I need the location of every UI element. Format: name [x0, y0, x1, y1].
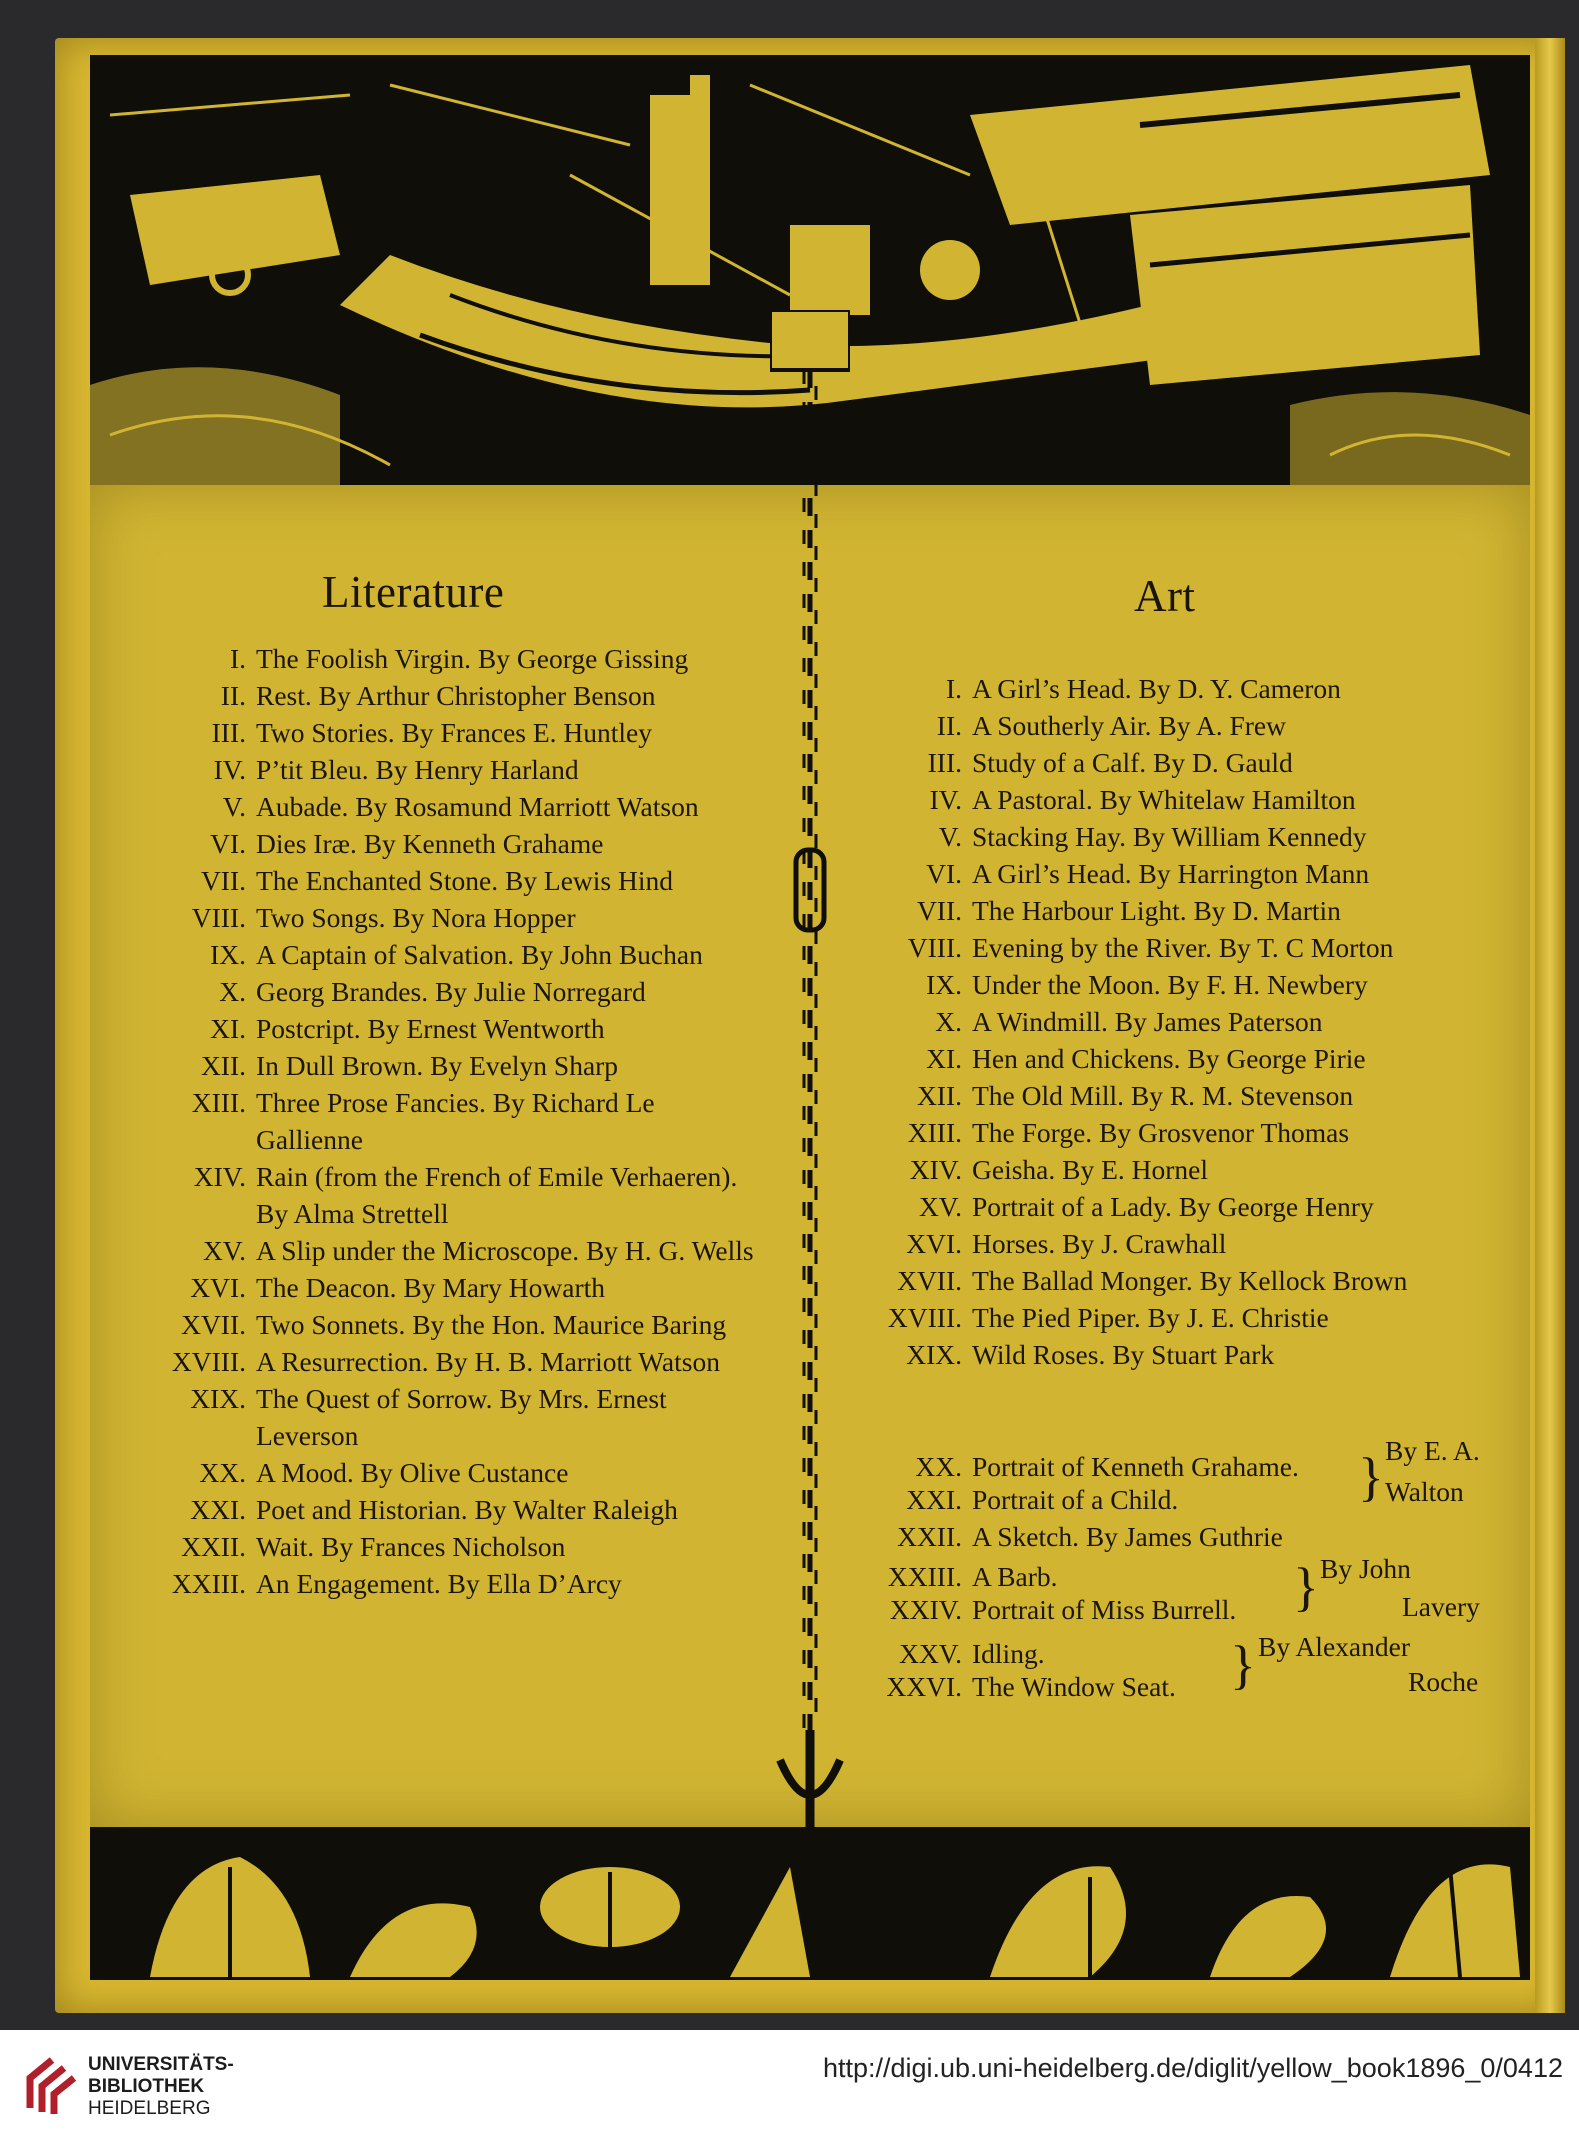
item-title: Dies Iræ. By Kenneth Grahame: [256, 828, 604, 859]
list-item: [845, 1003, 1495, 1040]
list-item: [845, 1560, 1305, 1593]
item-number: XVII.: [897, 1265, 962, 1296]
list-item: [100, 714, 765, 751]
item-title: A Pastoral. By Whitelaw Hamilton: [972, 784, 1356, 815]
list-item: [845, 781, 1495, 818]
item-title: Portrait of a Lady. By George Henry: [972, 1191, 1374, 1222]
list-item: [100, 751, 765, 788]
item-title: A Southerly Air. By A. Frew: [972, 710, 1286, 741]
item-title: A Resurrection. By H. B. Marriott Watson: [256, 1346, 720, 1377]
art-group-2-author-1: By John: [1320, 1553, 1411, 1584]
source-url-link[interactable]: http://digi.ub.uni-heidelberg.de/diglit/yellow_book1896_0/0412: [822, 2053, 1563, 2083]
anchor-chain: [770, 310, 850, 1870]
item-number: V.: [938, 821, 962, 852]
footer-bar: [0, 2030, 1579, 2143]
art-list: [845, 670, 1495, 1373]
item-title: Poet and Historian. By Walter Raleigh: [256, 1494, 678, 1525]
item-number: XIX.: [906, 1339, 962, 1370]
item-title: The Harbour Light. By D. Martin: [972, 895, 1341, 926]
item-title: Postcript. By Ernest Wentworth: [256, 1013, 605, 1044]
item-title: Under the Moon. By F. H. Newbery: [972, 969, 1368, 1000]
item-title: A Sketch. By James Guthrie: [972, 1521, 1283, 1552]
logo-line-3: HEIDELBERG: [88, 2098, 211, 2119]
item-number: XII.: [916, 1080, 962, 1111]
item-number: VI.: [926, 858, 962, 889]
list-item: [100, 1454, 765, 1491]
item-title: A Slip under the Microscope. By H. G. Wells: [256, 1235, 754, 1266]
list-item: [845, 707, 1495, 744]
item-title: Study of a Calf. By D. Gauld: [972, 747, 1293, 778]
list-item: [100, 1565, 765, 1602]
list-item: [100, 788, 765, 825]
item-number: IV.: [213, 754, 246, 785]
item-number: XII.: [200, 1050, 246, 1081]
item-title: Wild Roses. By Stuart Park: [972, 1339, 1275, 1370]
list-item: [100, 1269, 765, 1306]
item-number: XXVI.: [886, 1671, 962, 1702]
item-title: In Dull Brown. By Evelyn Sharp: [256, 1050, 619, 1081]
item-number: XVI.: [906, 1228, 962, 1259]
item-title: Two Songs. By Nora Hopper: [256, 902, 576, 933]
item-number: XXIII.: [887, 1561, 962, 1592]
item-title: The Enchanted Stone. By Lewis Hind: [256, 865, 673, 896]
list-item: [845, 744, 1495, 781]
item-title: A Barb.: [972, 1561, 1058, 1592]
item-number: I.: [945, 673, 962, 704]
art-group-1: [845, 1450, 1365, 1516]
item-title: A Girl’s Head. By D. Y. Cameron: [972, 673, 1341, 704]
library-logo-icon: [22, 2048, 80, 2118]
list-item: [100, 1084, 765, 1158]
item-title: Aubade. By Rosamund Marriott Watson: [256, 791, 699, 822]
list-item: [845, 818, 1495, 855]
item-number: IX.: [926, 969, 962, 1000]
art-group-3-author-1: By Alexander: [1258, 1631, 1410, 1662]
item-number: IX.: [210, 939, 246, 970]
brace-icon: }: [1358, 1447, 1384, 1507]
logo-line-1: UNIVERSITÄTS-: [88, 2054, 234, 2075]
flower-border-illustration: [90, 1827, 1530, 1980]
list-item: [100, 1491, 765, 1528]
item-title: Rain (from the French of Emile Verhaeren). By Alma Strettell: [256, 1161, 738, 1229]
item-title: A Mood. By Olive Custance: [256, 1457, 569, 1488]
item-number: I.: [229, 643, 246, 674]
item-number: XVII.: [181, 1309, 246, 1340]
item-title: The Ballad Monger. By Kellock Brown: [972, 1265, 1408, 1296]
item-number: XV.: [918, 1191, 962, 1222]
item-number: VIII.: [191, 902, 246, 933]
art-group-1-author-1: By E. A.: [1385, 1435, 1480, 1466]
item-number: III.: [927, 747, 962, 778]
item-number: XVIII.: [887, 1302, 962, 1333]
item-number: XI.: [210, 1013, 246, 1044]
item-title: An Engagement. By Ella D’Arcy: [256, 1568, 622, 1599]
item-title: Two Stories. By Frances E. Huntley: [256, 717, 653, 748]
item-number: XIII.: [907, 1117, 962, 1148]
item-number: XIV.: [909, 1154, 962, 1185]
item-title: The Forge. By Grosvenor Thomas: [972, 1117, 1350, 1148]
item-number: III.: [211, 717, 246, 748]
item-title: Three Prose Fancies. By Richard Le Gallienne: [256, 1087, 655, 1155]
list-item: [845, 855, 1495, 892]
list-item: [100, 973, 765, 1010]
art-single-entry: [845, 1520, 1495, 1553]
item-number: XXIII.: [171, 1568, 246, 1599]
list-item: [100, 936, 765, 973]
art-group-1-author-2: Walton: [1385, 1476, 1464, 1507]
list-item: [845, 929, 1495, 966]
list-item: [845, 1593, 1305, 1626]
list-item: [845, 1637, 1245, 1670]
list-item: [845, 1299, 1495, 1336]
item-title: P’tit Bleu. By Henry Harland: [256, 754, 579, 785]
item-number: II.: [936, 710, 962, 741]
list-item: [845, 1077, 1495, 1114]
list-item: [100, 677, 765, 714]
item-number: XXI.: [190, 1494, 246, 1525]
item-number: VII.: [916, 895, 962, 926]
list-item: [845, 1336, 1495, 1373]
item-number: XIV.: [193, 1161, 246, 1192]
list-item: [845, 670, 1495, 707]
list-item: [100, 1528, 765, 1565]
item-number: XXII.: [181, 1531, 246, 1562]
item-title: The Pied Piper. By J. E. Christie: [972, 1302, 1329, 1333]
list-item: [845, 1262, 1495, 1299]
list-item: [845, 966, 1495, 1003]
item-title: Rest. By Arthur Christopher Benson: [256, 680, 656, 711]
item-title: The Window Seat.: [972, 1671, 1176, 1702]
item-number: XIX.: [190, 1383, 246, 1414]
book-spine: [1535, 38, 1565, 2013]
item-number: XX.: [199, 1457, 246, 1488]
item-number: X.: [219, 976, 246, 1007]
list-item: [845, 1114, 1495, 1151]
art-heading: Art: [1134, 571, 1196, 621]
literature-heading: Literature: [322, 567, 505, 617]
item-title: A Captain of Salvation. By John Buchan: [256, 939, 703, 970]
list-item: [845, 1225, 1495, 1262]
item-number: XVI.: [190, 1272, 246, 1303]
item-title: Evening by the River. By T. C Morton: [972, 932, 1394, 963]
item-title: A Girl’s Head. By Harrington Mann: [972, 858, 1370, 889]
library-logo-text: [88, 2054, 234, 2120]
list-item: [100, 1380, 765, 1454]
art-group-2: [845, 1560, 1305, 1626]
art-group-3: [845, 1637, 1245, 1703]
list-item: [845, 1520, 1495, 1553]
item-title: Hen and Chickens. By George Pirie: [972, 1043, 1366, 1074]
item-number: V.: [222, 791, 246, 822]
item-title: Horses. By J. Crawhall: [972, 1228, 1227, 1259]
brace-icon: }: [1230, 1635, 1256, 1695]
item-title: The Quest of Sorrow. By Mrs. Ernest Leverson: [256, 1383, 667, 1451]
list-item: [845, 1450, 1365, 1483]
item-title: Idling.: [972, 1638, 1045, 1669]
item-number: VIII.: [907, 932, 962, 963]
item-title: Stacking Hay. By William Kennedy: [972, 821, 1367, 852]
item-number: XX.: [915, 1451, 962, 1482]
list-item: [845, 1670, 1245, 1703]
list-item: [845, 1483, 1365, 1516]
item-number: XXI.: [906, 1484, 962, 1515]
item-number: VI.: [210, 828, 246, 859]
list-item: [100, 1306, 765, 1343]
list-item: [100, 899, 765, 936]
item-number: X.: [935, 1006, 962, 1037]
list-item: [100, 862, 765, 899]
item-number: XV.: [202, 1235, 246, 1266]
item-title: Geisha. By E. Hornel: [972, 1154, 1208, 1185]
art-group-3-author-2: Roche: [1408, 1666, 1479, 1697]
item-title: Wait. By Frances Nicholson: [256, 1531, 566, 1562]
item-title: Portrait of Kenneth Grahame.: [972, 1451, 1299, 1482]
list-item: [845, 892, 1495, 929]
list-item: [100, 1047, 765, 1084]
item-title: Georg Brandes. By Julie Norregard: [256, 976, 646, 1007]
item-number: VII.: [200, 865, 246, 896]
item-title: The Deacon. By Mary Howarth: [256, 1272, 605, 1303]
art-group-2-author-2: Lavery: [1402, 1591, 1480, 1622]
item-number: XVIII.: [171, 1346, 246, 1377]
list-item: [100, 1343, 765, 1380]
item-title: A Windmill. By James Paterson: [972, 1006, 1323, 1037]
literature-list: [100, 640, 765, 1602]
list-item: [100, 1158, 765, 1232]
item-number: XXII.: [897, 1521, 962, 1552]
item-title: The Foolish Virgin. By George Gissing: [256, 643, 689, 674]
item-number: XXIV.: [889, 1594, 962, 1625]
list-item: [845, 1040, 1495, 1077]
list-item: [100, 1232, 765, 1269]
item-number: II.: [220, 680, 246, 711]
list-item: [100, 640, 765, 677]
list-item: [845, 1188, 1495, 1225]
item-title: Two Sonnets. By the Hon. Maurice Baring: [256, 1309, 727, 1340]
brace-icon: }: [1293, 1557, 1319, 1617]
item-number: XXV.: [899, 1638, 962, 1669]
item-number: XIII.: [191, 1087, 246, 1118]
logo-line-2: BIBLIOTHEK: [88, 2076, 205, 2097]
item-number: XI.: [926, 1043, 962, 1074]
item-number: IV.: [929, 784, 962, 815]
item-title: Portrait of Miss Burrell.: [972, 1594, 1237, 1625]
list-item: [100, 825, 765, 862]
list-item: [845, 1151, 1495, 1188]
item-title: The Old Mill. By R. M. Stevenson: [972, 1080, 1354, 1111]
item-title: Portrait of a Child.: [972, 1484, 1179, 1515]
list-item: [100, 1010, 765, 1047]
